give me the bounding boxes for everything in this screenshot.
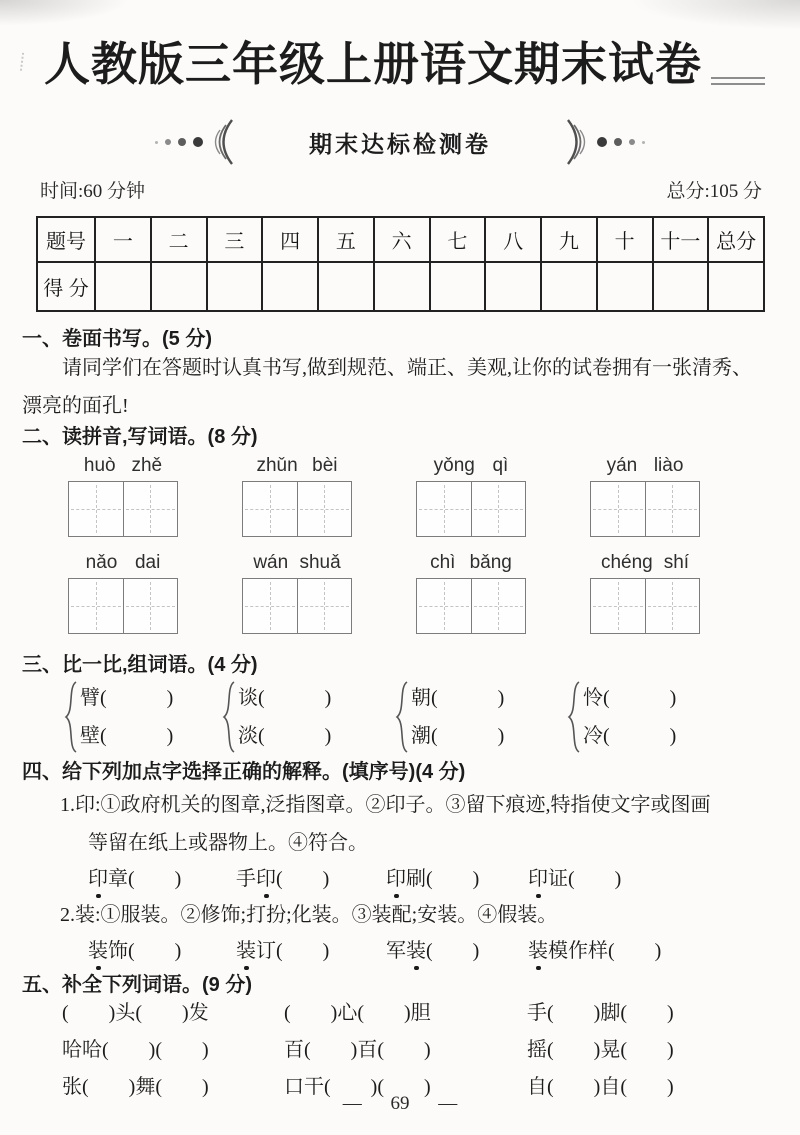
brace-icon (395, 680, 409, 754)
fill-in-phrase: 摇( )晃( ) (527, 1039, 674, 1061)
section4-item1-definition-line1: 1.印:①政府机关的图章,泛指图章。②印子。③留下痕迹,特指使文字或图画 (60, 794, 711, 816)
compare-word-top: 谈( ) (238, 687, 332, 709)
writing-box (416, 578, 526, 634)
dotted-char: 装 (236, 934, 256, 963)
score-cell (485, 262, 541, 311)
word-part: 模作样( ) (548, 940, 662, 962)
pinyin-syllable: zhǔn (256, 455, 298, 476)
section4-item2-words (88, 934, 661, 963)
section1-heading: 一、卷面书写。(5 分) (22, 328, 212, 350)
compare-word-bottom: 潮( ) (411, 725, 505, 747)
score-col-header: 一 (95, 217, 151, 262)
pinyin-syllable: dai (134, 552, 161, 573)
writing-box (68, 578, 178, 634)
subtitle-text: 期末达标检测卷 (309, 130, 491, 157)
tian-cell (297, 579, 352, 633)
fill-in-phrase: 口干( )( ) (284, 1076, 431, 1098)
section1-text-line2: 漂亮的面孔! (22, 395, 129, 417)
dotted-word (528, 862, 621, 891)
score-col-header: 七 (430, 217, 486, 262)
score-col-header: 二 (151, 217, 207, 262)
compare-pairs-row (64, 679, 676, 755)
fill-in-phrase: ( )头( )发 (62, 1002, 209, 1024)
tian-cell (591, 482, 645, 536)
dotted-char: 印 (528, 862, 548, 891)
score-col-header: 十一 (653, 217, 709, 262)
score-cell (597, 262, 653, 311)
fill-in-phrase: ( )心( )胆 (284, 1002, 431, 1024)
score-cell (262, 262, 318, 311)
pinyin-syllable: yán (606, 455, 638, 476)
score-table-score-row (37, 262, 764, 311)
section4-heading: 四、给下列加点字选择正确的解释。(填序号)(4 分) (22, 761, 466, 783)
score-col-header: 三 (207, 217, 263, 262)
pinyin-word-group (416, 549, 526, 634)
fill-in-phrase: 哈哈( )( ) (62, 1039, 209, 1061)
scan-shadow-top-left (0, 0, 130, 26)
pinyin-syllable: qì (492, 455, 509, 476)
tian-cell (69, 579, 123, 633)
word-part: 证( ) (548, 868, 622, 890)
pinyin-word-group (590, 549, 700, 634)
pinyin-word-group (242, 452, 352, 537)
title-double-underline (711, 77, 765, 89)
dotted-word (88, 934, 236, 963)
compare-word-top: 臂( ) (80, 687, 174, 709)
writing-box (416, 481, 526, 537)
compare-pair (567, 679, 676, 755)
section4-item1-words (88, 862, 621, 891)
score-cell (207, 262, 263, 311)
pinyin-word-group (68, 452, 178, 537)
score-cell (318, 262, 374, 311)
writing-box (242, 578, 352, 634)
word-part: 刷( ) (406, 868, 480, 890)
dotted-word (236, 934, 386, 963)
footer-dash-left: — (342, 1093, 362, 1114)
score-table (36, 216, 765, 312)
brace-icon (64, 680, 78, 754)
pinyin-syllable: chéng (600, 552, 653, 573)
deco-dots-left (155, 137, 203, 147)
tian-cell (417, 482, 471, 536)
section5-heading: 五、补全下列词语。(9 分) (22, 974, 252, 996)
dotted-word (386, 934, 528, 963)
double-angle-bracket-right-icon (565, 118, 591, 166)
word-part: ( ) (426, 940, 480, 962)
dotted-char: 装 (528, 934, 548, 963)
pinyin-word-group (242, 549, 352, 634)
dotted-char: 装 (88, 934, 108, 963)
writing-box (590, 481, 700, 537)
page-title: 人教版三年级上册语文期末试卷 (44, 38, 702, 90)
pinyin-word-group (590, 452, 700, 537)
tian-cell (123, 579, 178, 633)
pinyin-syllable: liào (653, 455, 684, 476)
pinyin-syllable: bǎng (469, 552, 512, 573)
compare-word-top: 怜( ) (583, 687, 677, 709)
score-col-header: 十 (597, 217, 653, 262)
time-label: 时间:60 分钟 (40, 181, 146, 202)
pinyin-word-group (416, 452, 526, 537)
score-cell (151, 262, 207, 311)
score-cell (708, 262, 764, 311)
dotted-char: 印 (256, 862, 276, 891)
fill-in-phrases-grid (62, 1001, 674, 1099)
score-cell (541, 262, 597, 311)
score-col-header: 五 (318, 217, 374, 262)
writing-box (590, 578, 700, 634)
compare-word-bottom: 壁( ) (80, 725, 174, 747)
pinyin-syllable: wán (253, 552, 289, 573)
tian-cell (69, 482, 123, 536)
fill-in-phrase: 张( )舞( ) (62, 1076, 209, 1098)
tian-cell (243, 482, 297, 536)
word-part: 军 (386, 940, 406, 962)
fill-in-phrase: 百( )百( ) (284, 1039, 431, 1061)
pinyin-syllable: bèi (312, 455, 338, 476)
tian-cell (645, 579, 700, 633)
scan-shadow-top-right (630, 0, 800, 30)
dotted-char: 印 (386, 862, 406, 891)
word-part: 订( ) (256, 940, 330, 962)
section1-text-line1: 请同学们在答题时认真书写,做到规范、端正、美观,让你的试卷拥有一张清秀、 (62, 357, 752, 379)
score-col-header: 总分 (708, 217, 764, 262)
score-table-header-row (37, 217, 764, 262)
pinyin-syllable: shí (663, 552, 690, 573)
pinyin-row-2 (68, 549, 700, 634)
pinyin-syllable: yǒng (433, 455, 475, 476)
word-part: ( ) (276, 868, 330, 890)
score-col-header: 四 (262, 217, 318, 262)
tian-cell (471, 579, 526, 633)
tian-cell (471, 482, 526, 536)
compare-word-top: 朝( ) (411, 687, 505, 709)
fill-in-phrase: 自( )自( ) (527, 1076, 674, 1098)
dotted-word (386, 862, 528, 891)
score-cell (430, 262, 486, 311)
score-col-header: 八 (485, 217, 541, 262)
compare-pair (64, 679, 222, 755)
score-col-header: 题号 (37, 217, 95, 262)
pinyin-syllable: shuǎ (299, 552, 341, 573)
score-row-label: 得 分 (37, 262, 95, 311)
tian-cell (645, 482, 700, 536)
score-cell (653, 262, 709, 311)
score-col-header: 六 (374, 217, 430, 262)
writing-box (68, 481, 178, 537)
dotted-char: 印 (88, 862, 108, 891)
section4-item2-definition: 2.装:①服装。②修饰;打扮;化装。③装配;安装。④假装。 (60, 904, 558, 926)
scan-artifact-mark (20, 53, 28, 72)
meta-row (40, 176, 762, 203)
footer-dash-right: — (438, 1093, 458, 1114)
pinyin-syllable: nǎo (85, 552, 118, 573)
subtitle-banner (0, 118, 800, 166)
brace-icon (222, 680, 236, 754)
tian-cell (417, 579, 471, 633)
word-part: 手 (236, 868, 256, 890)
score-col-header: 九 (541, 217, 597, 262)
page-number: 69 (390, 1093, 410, 1114)
section2-heading: 二、读拼音,写词语。(8 分) (22, 426, 258, 448)
page-number-footer (0, 1093, 800, 1115)
tian-cell (297, 482, 352, 536)
word-part: 章( ) (108, 868, 182, 890)
pinyin-syllable: chì (430, 552, 456, 573)
compare-word-bottom: 冷( ) (583, 725, 677, 747)
compare-word-bottom: 淡( ) (238, 725, 332, 747)
dotted-word (528, 934, 661, 963)
pinyin-syllable: huò (83, 455, 116, 476)
double-angle-bracket-left-icon (209, 118, 235, 166)
pinyin-syllable: zhě (131, 455, 163, 476)
compare-pair (395, 679, 567, 755)
tian-cell (123, 482, 178, 536)
word-part: 饰( ) (108, 940, 182, 962)
score-cell (374, 262, 430, 311)
pinyin-row-1 (68, 452, 700, 537)
score-cell (95, 262, 151, 311)
dotted-word (88, 862, 236, 891)
dotted-char: 装 (406, 934, 426, 963)
tian-cell (591, 579, 645, 633)
section3-heading: 三、比一比,组词语。(4 分) (22, 654, 258, 676)
pinyin-word-group (68, 549, 178, 634)
dotted-word (236, 862, 386, 891)
fill-in-phrase: 手( )脚( ) (527, 1002, 674, 1024)
writing-box (242, 481, 352, 537)
compare-pair (222, 679, 395, 755)
section4-item1-definition-line2: 等留在纸上或器物上。④符合。 (88, 832, 368, 854)
total-score-label: 总分:105 分 (666, 181, 762, 202)
deco-dots-right (597, 137, 645, 147)
tian-cell (243, 579, 297, 633)
brace-icon (567, 680, 581, 754)
